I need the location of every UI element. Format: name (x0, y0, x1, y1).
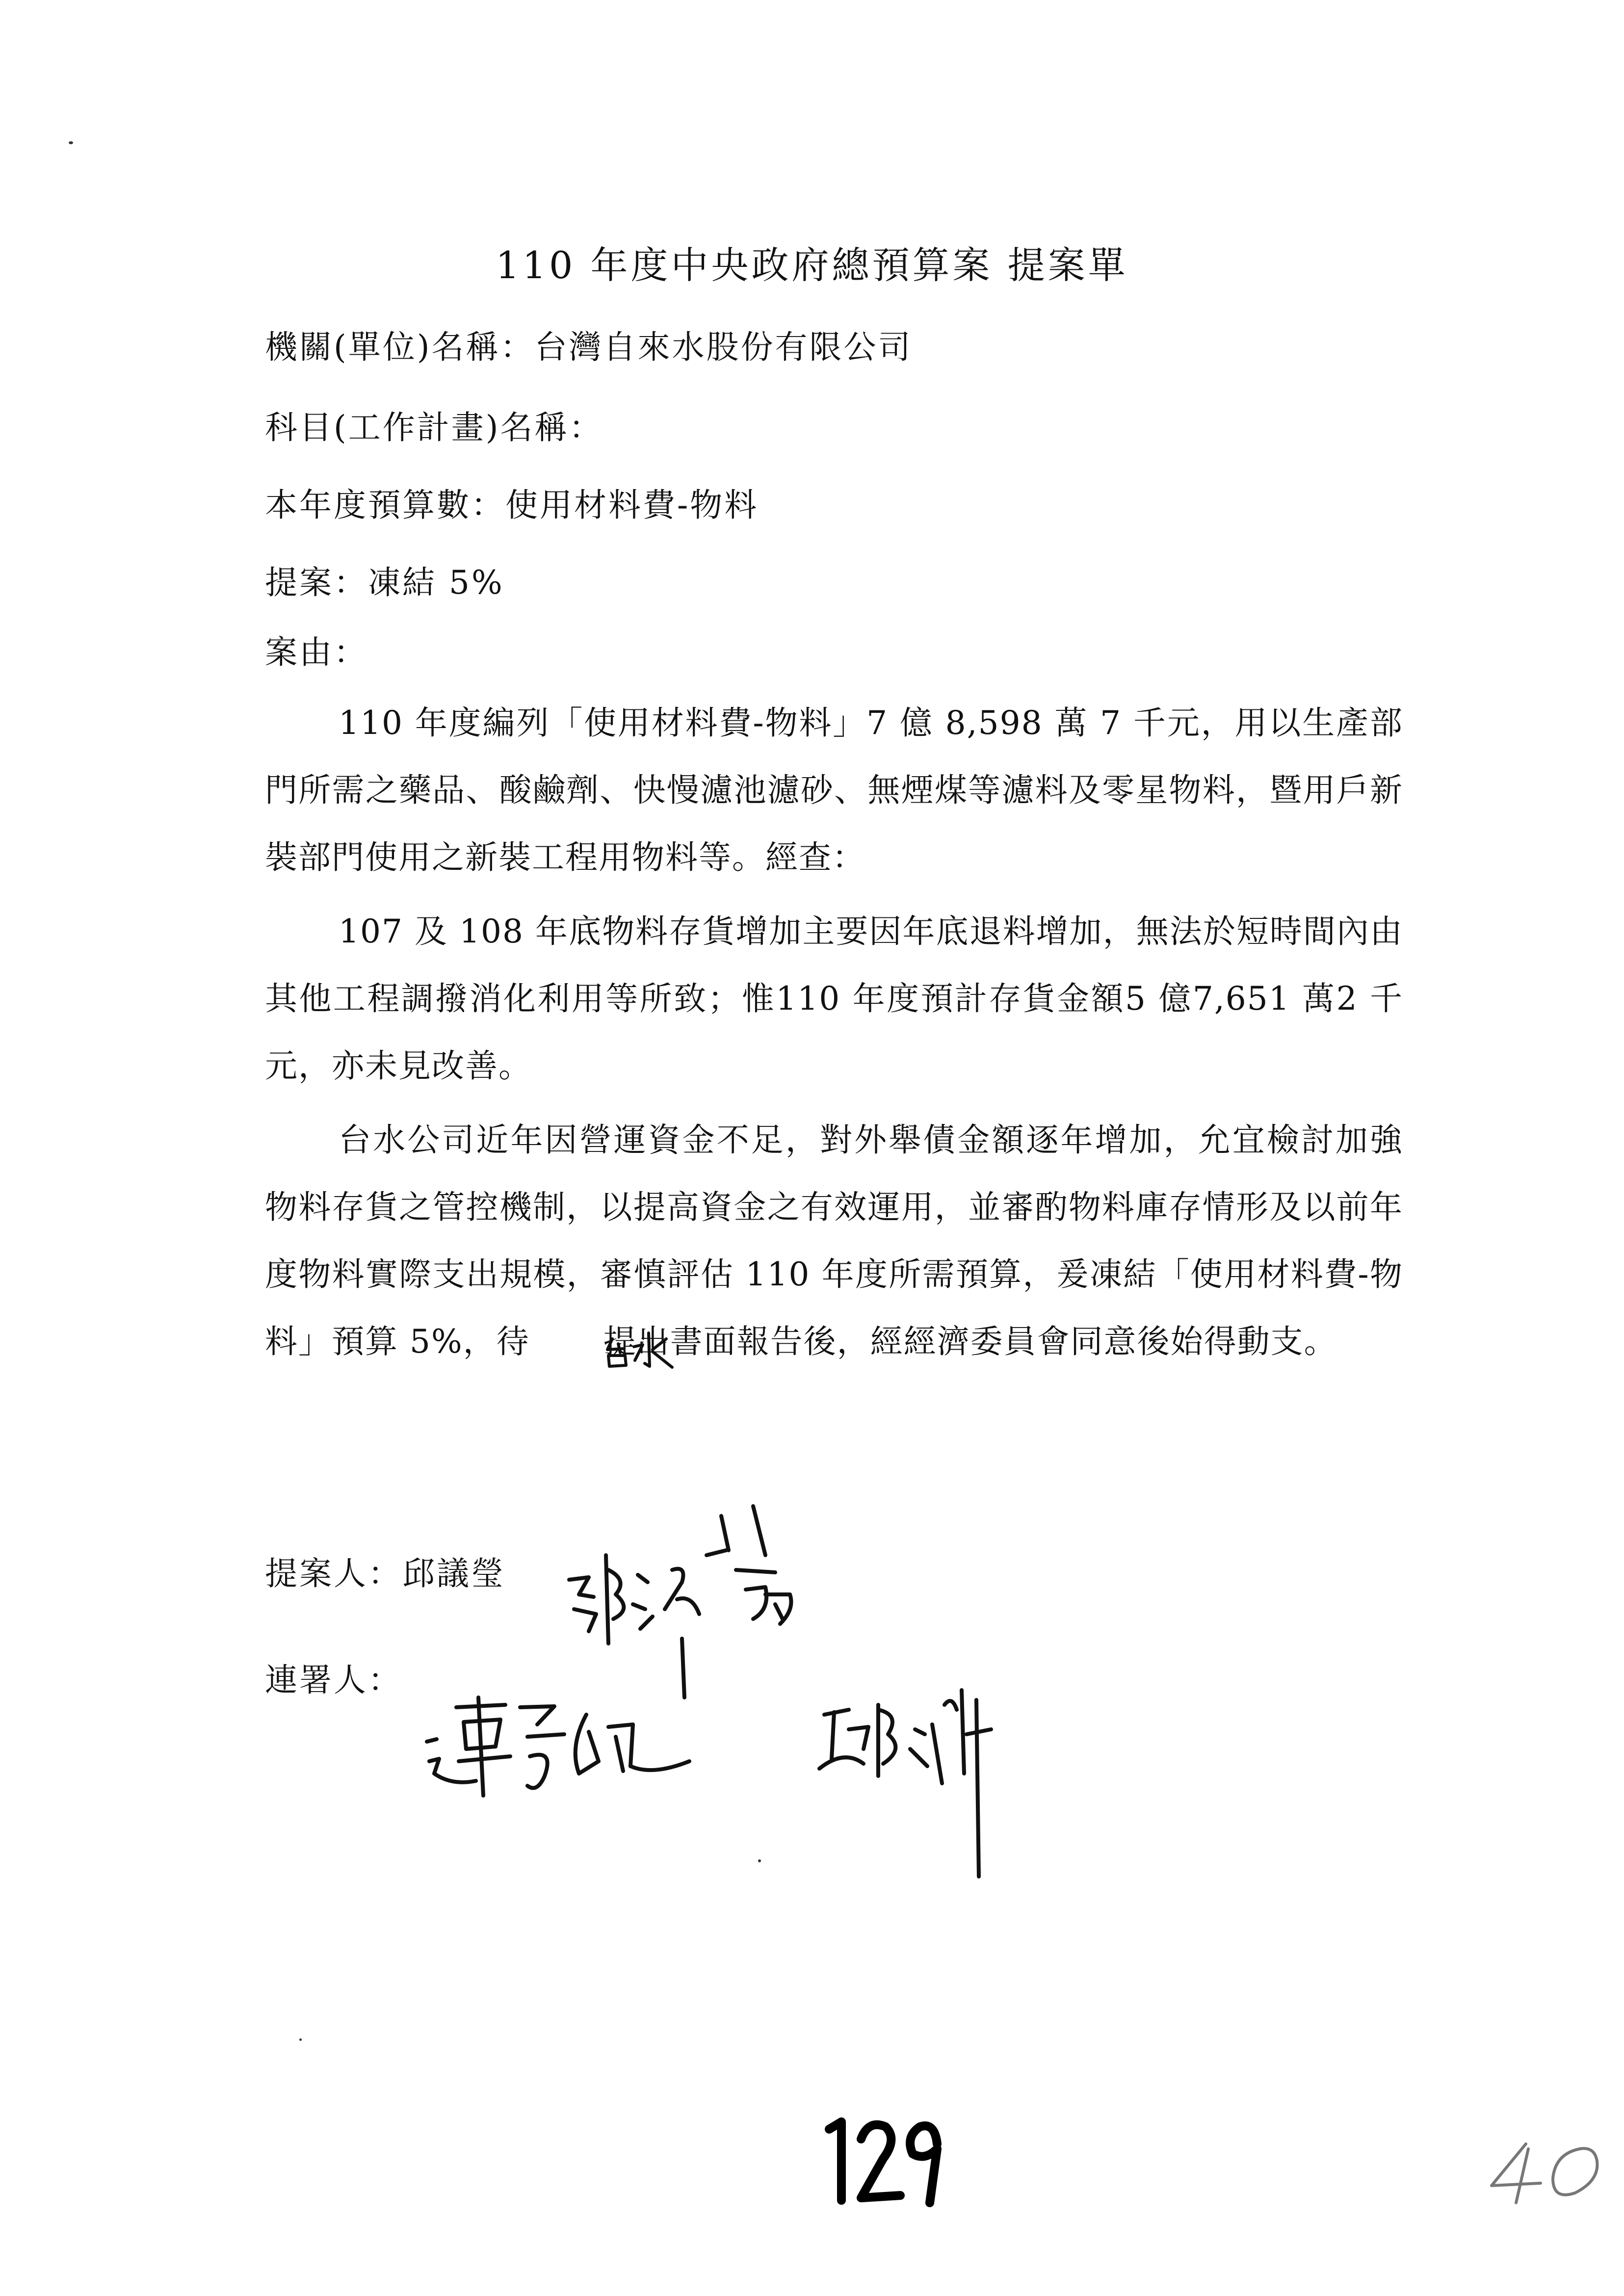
cosigner-signature-1-drawing (422, 1688, 697, 1805)
proposer-field: 提案人：邱議瑩 (265, 1555, 505, 1592)
paragraph-3-text-after: 提出書面報告後，經經濟委員會同意後始得動支。 (603, 1323, 1337, 1360)
page-number-drawing (814, 2110, 952, 2208)
scan-speck (69, 141, 73, 144)
reason-paragraph-2: 107 及 108 年底物料存貨增加主要因年底退料增加，無法於短時間內由其他工程調撥消化利用等所致；惟110 年度預計存貨金額5 億7,651 萬2 千元，亦未見改善。 (265, 913, 1403, 1085)
scan-speck (758, 1859, 761, 1862)
page-number (814, 2110, 952, 2210)
reason-paragraph-1: 110 年度編列「使用材料費-物料」7 億 8,598 萬 7 千元，用以生產部門所需之藥品、酸鹼劑、快慢濾池濾砂、無煙煤等濾料及零星物料，暨用戶新裝部門使用之新裝工程用物料等。經查： (265, 704, 1403, 876)
subject-field: 科目(工作計畫)名稱： (265, 409, 603, 446)
cosigner-signature-2 (814, 1685, 1040, 1883)
proposer-signature-drawing (559, 1496, 824, 1702)
reason-label: 案由： (265, 633, 368, 671)
corner-number-drawing (1482, 2139, 1609, 2208)
cosigner-signature-2-drawing (814, 1685, 1040, 1881)
proposal-field: 提案：凍結 5% (265, 564, 504, 601)
document-title: 110 年度中央政府總預算案 提案單 (496, 243, 1128, 287)
scan-speck (299, 2038, 302, 2041)
proposer-signature (559, 1496, 824, 1704)
budget-field: 本年度預算數：使用材料費-物料 (265, 486, 759, 524)
reason-paragraph-3 (265, 1106, 1403, 1375)
cosigner-signature-1 (422, 1688, 697, 1807)
agency-field: 機關(單位)名稱：台灣自來水股份有限公司 (265, 328, 913, 366)
handwritten-insertion (530, 1325, 603, 1364)
cosigners-label: 連署人： (265, 1661, 402, 1699)
paragraph-3-text-before: 台水公司近年因營運資金不足，對外舉債金額逐年增加，允宜檢討加強物料存貨之管控機制，以提高資金之有效運用，並審酌物料庫存情形及以前年度物料實際支出規模，審慎評估 110 年度所需預算，爰凍結「使用材料費-物料」預算 5%，待 (265, 1121, 1403, 1360)
reason-body (265, 689, 1403, 1375)
corner-number (1482, 2139, 1609, 2210)
